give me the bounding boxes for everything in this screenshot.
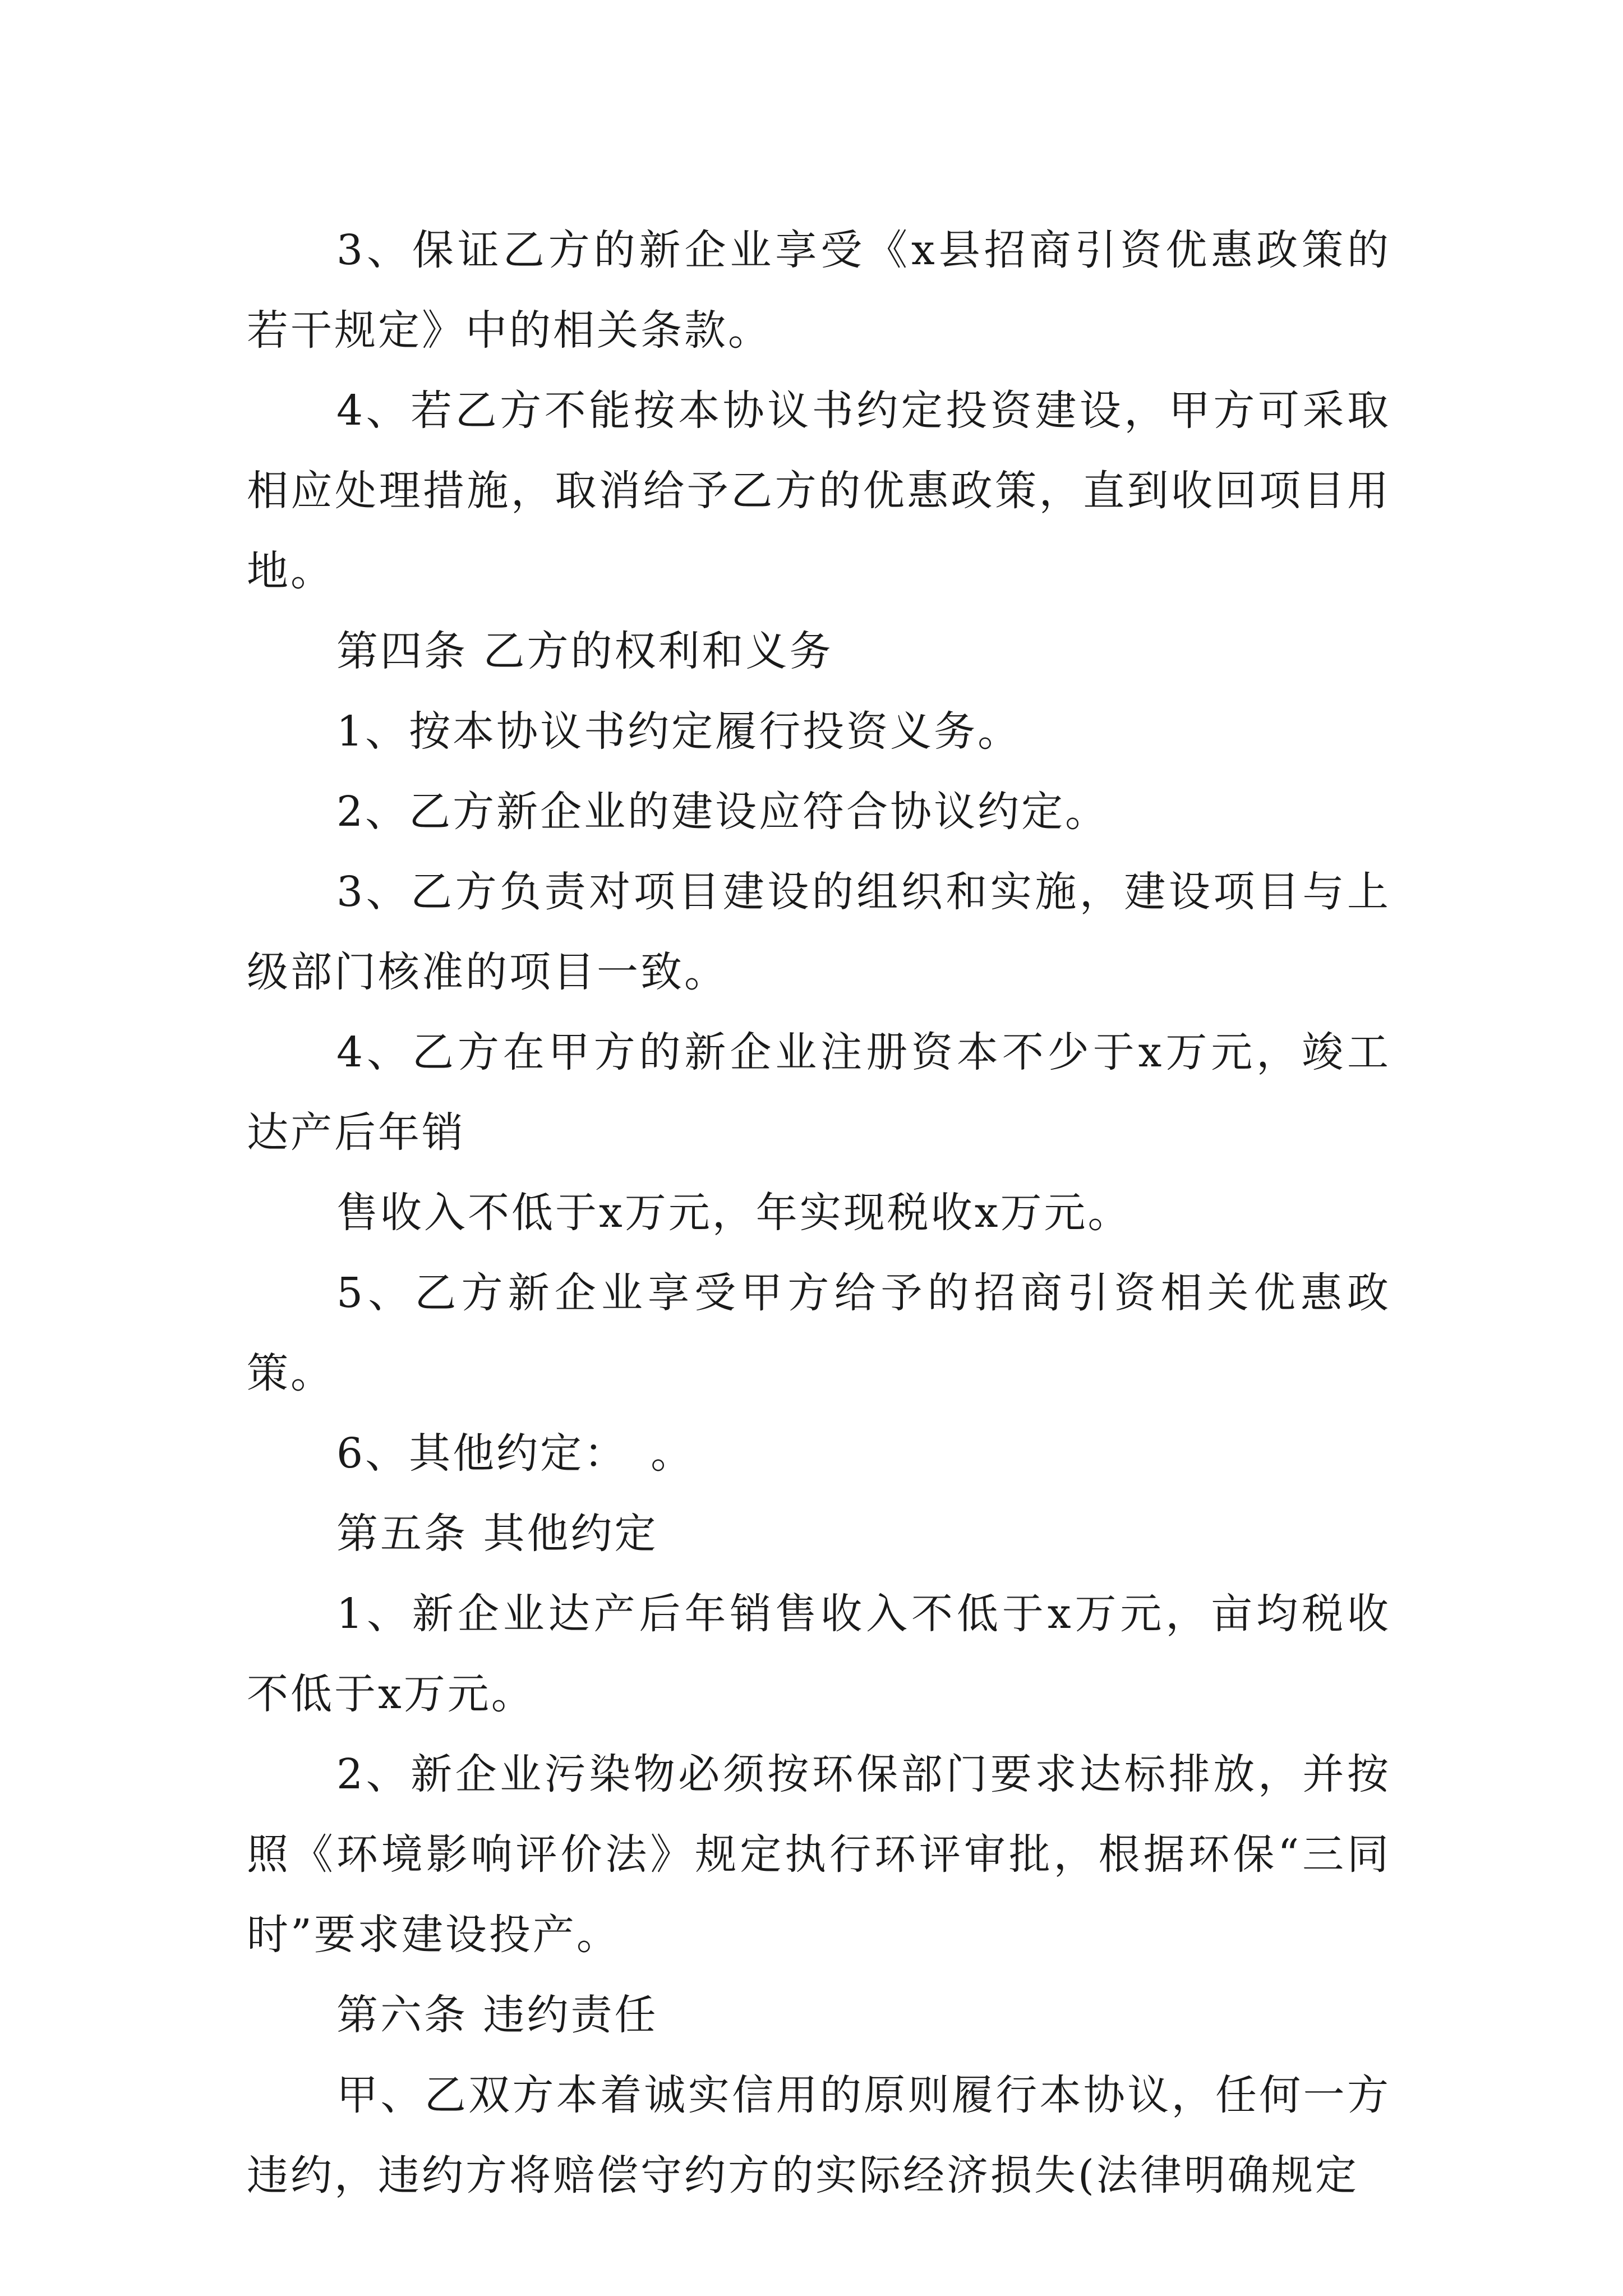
paragraph-article3-item3: 3、保证乙方的新企业享受《x县招商引资优惠政策的若干规定》中的相关条款。 — [247, 226, 1391, 355]
paragraph-article4-item4-continued: 售收入不低于x万元，年实现税收x万元。 — [336, 1189, 1132, 1237]
paragraph-article5-item2: 2、新企业污染物必须按环保部门要求达标排放，并按照《环境影响评价法》规定执行环评审批，根据环保“三同时”要求建设投产。 — [247, 1750, 1391, 1959]
paragraph-article4-item3: 3、乙方负责对项目建设的组织和实施，建设项目与上级部门核准的项目一致。 — [247, 868, 1391, 996]
heading-article4: 第四条 乙方的权利和义务 — [336, 627, 833, 675]
paragraph-article5-item1: 1、新企业达产后年销售收入不低于x万元，亩均税收不低于x万元。 — [247, 1590, 1391, 1718]
heading-article5: 第五条 其他约定 — [336, 1510, 658, 1558]
paragraph-article3-item4: 4、若乙方不能按本协议书约定投资建设，甲方可采取相应处理措施，取消给予乙方的优惠政策，直到收回项目用地。 — [247, 386, 1391, 595]
paragraph-article4-item5: 5、乙方新企业享受甲方给予的招商引资相关优惠政策。 — [247, 1269, 1391, 1397]
heading-article6: 第六条 违约责任 — [336, 1991, 658, 2039]
paragraph-article4-item2: 2、乙方新企业的建设应符合协议约定。 — [336, 788, 1109, 836]
document-body — [247, 210, 1391, 2216]
paragraph-article4-item4: 4、乙方在甲方的新企业注册资本不少于x万元，竣工达产后年销 — [247, 1028, 1391, 1157]
paragraph-article6-text: 甲、乙双方本着诚实信用的原则履行本协议，任何一方违约，违约方将赔偿守约方的实际经济损失(法律明确规定 — [247, 2071, 1391, 2200]
paragraph-article4-item6: 6、其他约定： 。 — [336, 1429, 695, 1478]
paragraph-article4-item1: 1、按本协议书约定履行投资义务。 — [336, 707, 1022, 756]
